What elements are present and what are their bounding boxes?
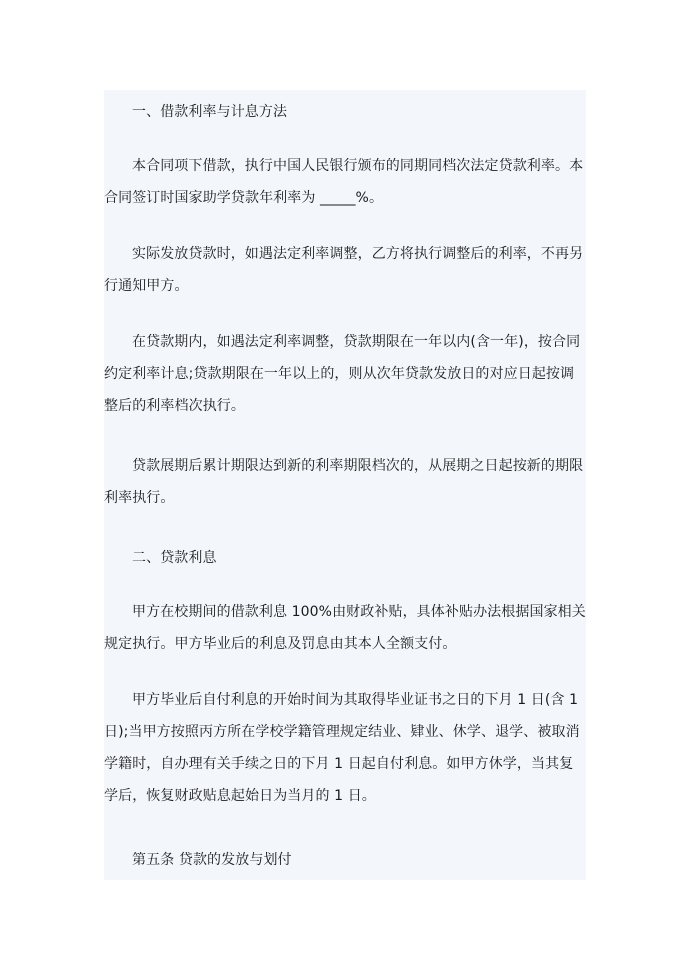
section-heading-loan-interest: 二、贷款利息 — [132, 550, 217, 566]
document-page — [104, 90, 586, 880]
section-heading-interest-rate: 一、借款利率与计息方法 — [132, 104, 288, 120]
paragraph-self-pay-interest: 甲方毕业后自付利息的开始时间为其取得毕业证书之日的下月 1 日(含 1 日);当甲方按照丙方所在学校学籍管理规定结业、肄业、休学、退学、被取消学籍时，自办理有关手续之日的下月 1 日起自付利息。如甲方休学，当其复学后，恢复财政贴息起始日为当月的 1 日。 — [104, 692, 580, 804]
paragraph-interest-subsidy: 甲方在校期间的借款利息 100%由财政补贴，具体补贴办法根据国家相关规定执行。甲方毕业后的利息及罚息由其本人全额支付。 — [104, 604, 586, 652]
paragraph-rate-clause: 本合同项下借款，执行中国人民银行颁布的同期同档次法定贷款利率。本合同签订时国家助学贷款年利率为 _____%。 — [104, 158, 584, 206]
paragraph-rate-adjustment: 实际发放贷款时，如遇法定利率调整，乙方将执行调整后的利率，不再另行通知甲方。 — [104, 246, 584, 294]
paragraph-loan-period-rate: 在贷款期内，如遇法定利率调整，贷款期限在一年以内(含一年)，按合同约定利率计息;贷款期限在一年以上的，则从次年贷款发放日的对应日起按调整后的利率档次执行。 — [104, 334, 581, 414]
section-heading-article-five: 第五条 贷款的发放与划付 — [132, 852, 292, 868]
paragraph-extension-rate: 贷款展期后累计期限达到新的利率期限档次的，从展期之日起按新的期限利率执行。 — [104, 458, 584, 506]
